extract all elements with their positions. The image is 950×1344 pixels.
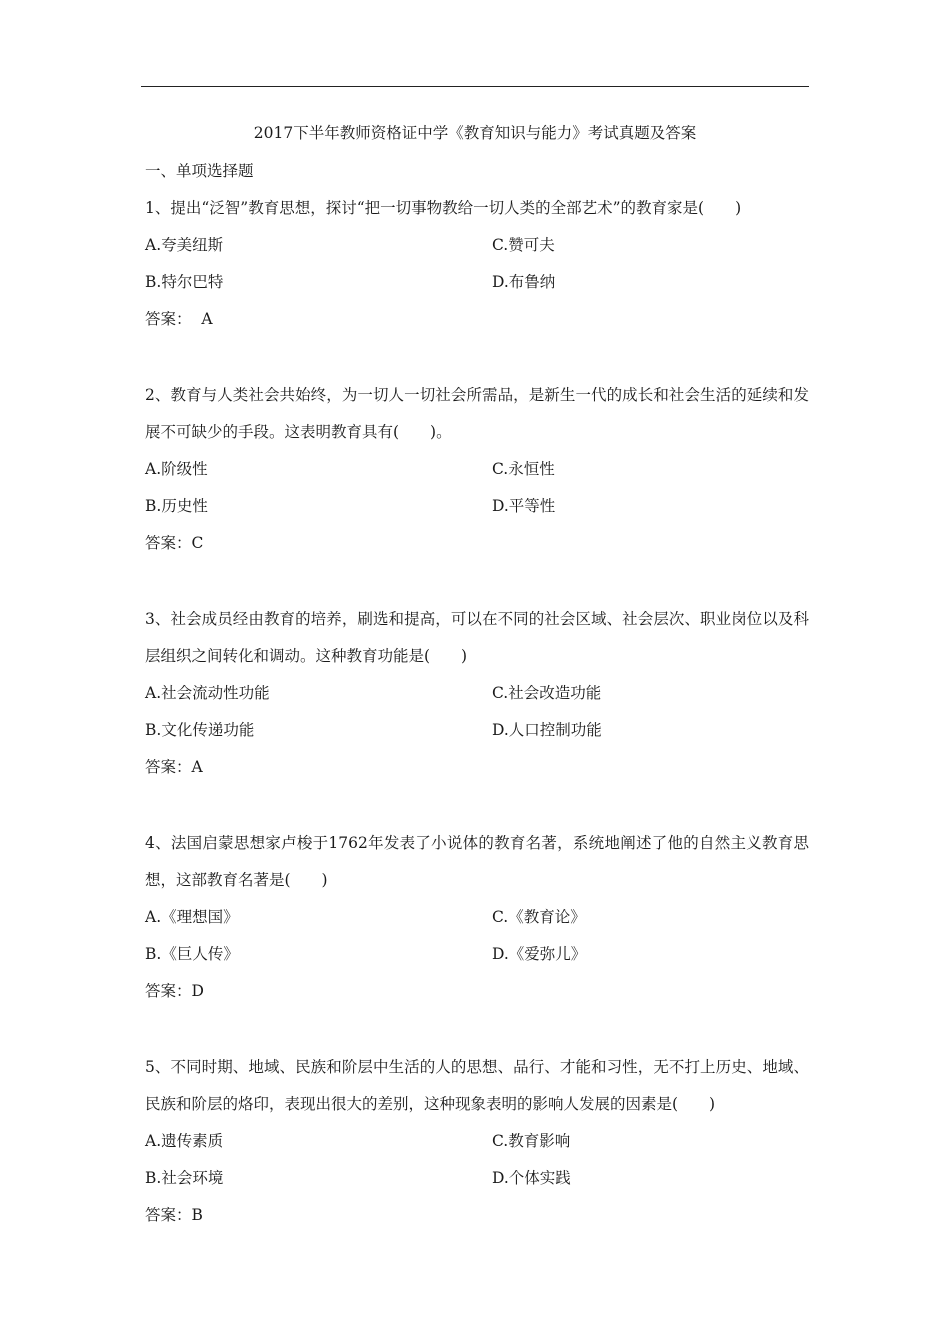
question-stem: 2、教育与人类社会共始终，为一切人一切社会所需品，是新生一代的成长和社会生活的延续和发展不可缺少的手段。这表明教育具有( )。 xyxy=(145,386,809,441)
option-d: D.平等性 xyxy=(492,497,556,515)
option-c: C.教育影响 xyxy=(492,1132,571,1150)
option-grid xyxy=(145,899,809,973)
answer-line: 答案： A xyxy=(145,310,213,328)
option-b: B.历史性 xyxy=(145,497,208,515)
option-d: D.个体实践 xyxy=(492,1169,571,1187)
option-c: C.社会改造功能 xyxy=(492,684,602,702)
question-stem: 5、不同时期、地域、民族和阶层中生活的人的思想、品行、才能和习性，无不打上历史、地域、民族和阶层的烙印，表现出很大的差别，这种现象表明的影响人发展的因素是( ) xyxy=(145,1058,809,1113)
question-5 xyxy=(145,1049,809,1234)
option-b: B.《巨人传》 xyxy=(145,945,239,963)
answer-line: 答案：D xyxy=(145,982,204,1000)
option-b: B.特尔巴特 xyxy=(145,273,224,291)
option-a: A.遗传素质 xyxy=(145,1132,224,1150)
question-stem: 4、法国启蒙思想家卢梭于1762年发表了小说体的教育名著，系统地阐述了他的自然主义教育思想，这部教育名著是( ) xyxy=(145,834,809,889)
document-title: 2017下半年教师资格证中学《教育知识与能力》考试真题及答案 xyxy=(253,124,697,142)
option-b: B.文化传递功能 xyxy=(145,721,255,739)
question-2 xyxy=(145,377,809,562)
section-heading: 一、单项选择题 xyxy=(145,162,254,180)
question-1 xyxy=(145,190,809,338)
option-d: D.人口控制功能 xyxy=(492,721,602,739)
option-a: A.阶级性 xyxy=(145,460,208,478)
header-rule xyxy=(141,86,809,87)
question-stem: 3、社会成员经由教育的培养，刷选和提高，可以在不同的社会区域、社会层次、职业岗位以及科层组织之间转化和调动。这种教育功能是( ) xyxy=(145,610,809,665)
option-a: A.夸美纽斯 xyxy=(145,236,224,254)
option-c: C.赞可夫 xyxy=(492,236,555,254)
answer-line: 答案：A xyxy=(145,758,203,776)
option-c: C.永恒性 xyxy=(492,460,555,478)
option-grid xyxy=(145,227,809,301)
option-a: A.《理想国》 xyxy=(145,908,239,926)
answer-line: 答案：B xyxy=(145,1206,203,1224)
option-grid xyxy=(145,1123,809,1197)
question-3 xyxy=(145,601,809,786)
option-grid xyxy=(145,675,809,749)
answer-line: 答案：C xyxy=(145,534,204,552)
option-grid xyxy=(145,451,809,525)
option-a: A.社会流动性功能 xyxy=(145,684,270,702)
option-c: C.《教育论》 xyxy=(492,908,586,926)
option-b: B.社会环境 xyxy=(145,1169,224,1187)
option-d: D.《爱弥儿》 xyxy=(492,945,587,963)
question-stem: 1、提出“泛智”教育思想，探讨“把一切事物教给一切人类的全部艺术”的教育家是( ) xyxy=(145,199,742,217)
question-4 xyxy=(145,825,809,1010)
option-d: D.布鲁纳 xyxy=(492,273,556,291)
